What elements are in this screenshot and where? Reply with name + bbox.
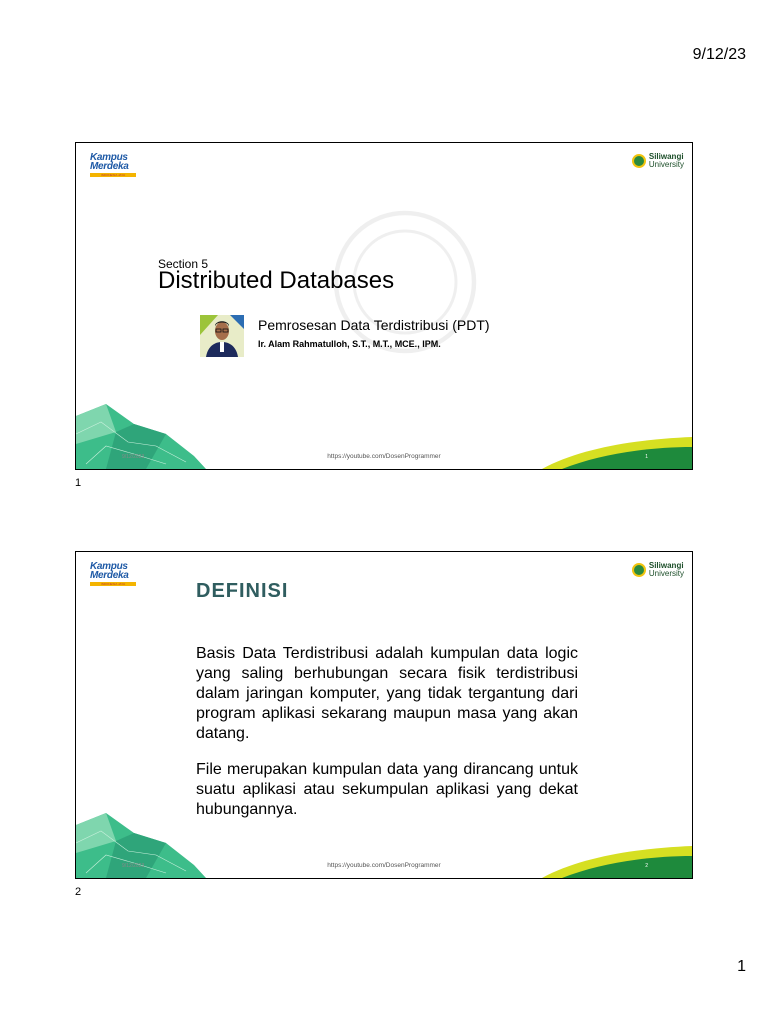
footer-slide-number: 1	[645, 454, 648, 460]
page-number: 1	[737, 958, 746, 975]
slide-1	[75, 142, 693, 470]
slide-caption-2: 2	[75, 886, 82, 898]
slide-caption-1: 1	[75, 477, 82, 489]
footer-date: 9/12/2023	[122, 454, 145, 460]
course-name: Pemrosesan Data Terdistribusi (PDT)	[258, 317, 490, 333]
body-paragraph: Basis Data Terdistribusi adalah kumpulan data logic yang saling berhubungan secara fisik terdistribusi dalam jaringan komputer, yang tidak tergantung dari program aplikasi sekarang maupun masa yang akan datang.	[196, 645, 578, 742]
slide-2	[75, 551, 693, 879]
footer-url: https://youtube.com/DosenProgrammer	[327, 453, 441, 460]
kampus-merdeka-logo: Kampus Merdeka INDONESIA JAYA	[90, 153, 140, 179]
decorative-green-wave	[542, 842, 692, 878]
slide-body	[196, 644, 578, 820]
siliwangi-university-logo: Siliwangi University	[632, 153, 684, 169]
siliwangi-emblem-icon	[632, 154, 646, 168]
slide-title: Distributed Databases	[158, 267, 395, 294]
kampus-merdeka-logo: Kampus Merdeka INDONESIA JAYA	[90, 562, 140, 588]
page-date: 9/12/23	[692, 46, 746, 63]
body-paragraph: File merupakan kumpulan data yang dirancang untuk suatu aplikasi atau sekumpulan aplikasi yang dekat hubungannya.	[196, 761, 578, 818]
footer-date: 9/12/2023	[122, 863, 145, 869]
author-photo	[200, 315, 244, 357]
footer-url: https://youtube.com/DosenProgrammer	[327, 862, 441, 869]
footer-slide-number: 2	[645, 863, 648, 869]
author-name: Ir. Alam Rahmatulloh, S.T., M.T., MCE., IPM.	[258, 339, 441, 349]
slide-heading: DEFINISI	[196, 580, 289, 602]
decorative-green-wave	[542, 433, 692, 469]
section-label: Section 5	[158, 257, 209, 271]
siliwangi-university-logo: Siliwangi University	[632, 562, 684, 578]
siliwangi-emblem-icon	[632, 563, 646, 577]
